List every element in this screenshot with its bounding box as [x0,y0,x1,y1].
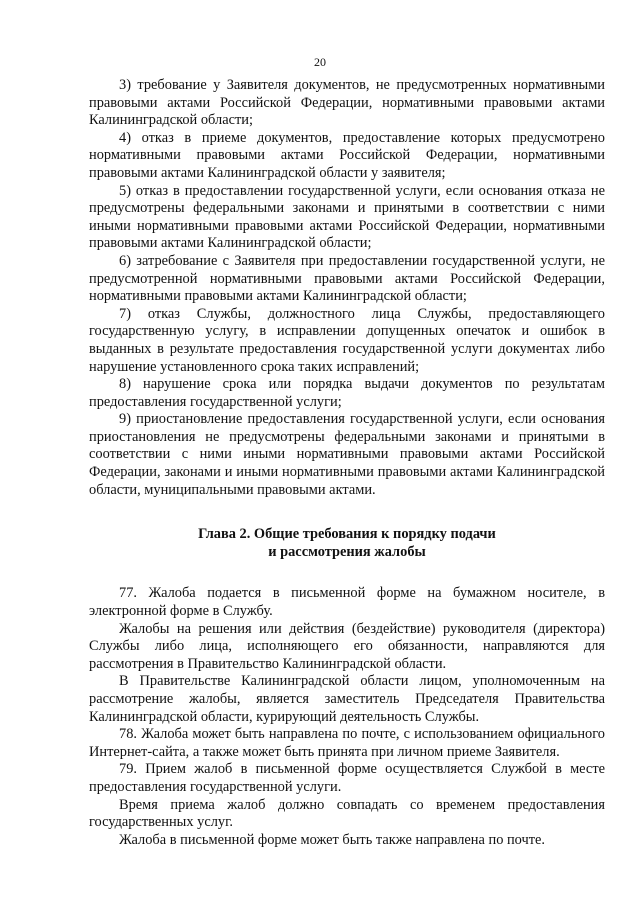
list-item-6: 6) затребование с Заявителя при предоставлении государственной услуги, не предусмотренной нормативными правовыми актами Российской Федерации, нормативными правовыми актами Калининградской области; [89,252,605,305]
list-item-3: 3) требование у Заявителя документов, не предусмотренных нормативными правовыми актами Российской Федерации, нормативными правовыми актами Калининградской области; [89,77,605,129]
paragraph-77-authorized-person: В Правительстве Калининградской области лицом, уполномоченным на рассмотрение жалобы, является заместитель Председателя Правительства Калининградской области, курирующий деятельность Службы. [89,673,605,725]
list-item-9: 9) приостановление предоставления государственной услуги, если основания приостановления не предусмотрены федеральными законами и принятыми в соответствии с ними иными нормативными правовыми актами Российской Федерации, законами и иными нормативными правовыми актами Калининградской области, муниципальными правовыми актами. [89,411,605,498]
list-item-4: 4) отказ в приеме документов, предоставление которых предусмотрено нормативными правовыми актами Российской Федерации, нормативными правовыми актами Калининградской области у заявителя; [89,129,605,181]
chapter-heading-line-2: и рассмотрения жалобы [268,543,426,560]
chapter-heading [89,526,605,561]
paragraph-78: 78. Жалоба может быть направлена по почте, с использованием официального Интернет-сайта, а также может быть принята при личном приеме Заявителя. [89,726,605,760]
paragraph-77: 77. Жалоба подается в письменной форме на бумажном носителе, в электронной форме в Службу. [89,585,605,620]
page-number: 20 [314,55,326,69]
paragraph-77-complaints-on-director: Жалобы на решения или действия (бездействие) руководителя (директора) Службы либо лица, исполняющего его обязанности, направляются для рассмотрения в Правительство Калининградской области. [89,620,605,672]
list-item-8: 8) нарушение срока или порядка выдачи документов по результатам предоставления государственной услуги; [89,376,605,410]
list-item-5: 5) отказ в предоставлении государственной услуги, если основания отказа не предусмотрены федеральными законами и принятыми в соответствии с ними иными нормативными правовыми актами Российской Федерации, нормативными правовыми актами Калининградской области; [89,182,605,252]
list-item-7: 7) отказ Службы, должностного лица Службы, предоставляющего государственную услугу, в исправлении допущенных опечаток и ошибок в выданных в результате предоставления государственной услуги документах либо нарушение установленного срока таких исправлений; [89,305,605,375]
paragraph-79: 79. Прием жалоб в письменной форме осуществляется Службой в месте предоставления государственной услуги. [89,761,605,795]
paragraph-79-by-post: Жалоба в письменной форме может быть также направлена по почте. [119,831,546,848]
paragraph-79-reception-time: Время приема жалоб должно совпадать со временем предоставления государственных услуг. [89,796,605,831]
chapter-heading-line-1: Глава 2. Общие требования к порядку подачи [198,526,496,543]
document-body [89,77,605,849]
